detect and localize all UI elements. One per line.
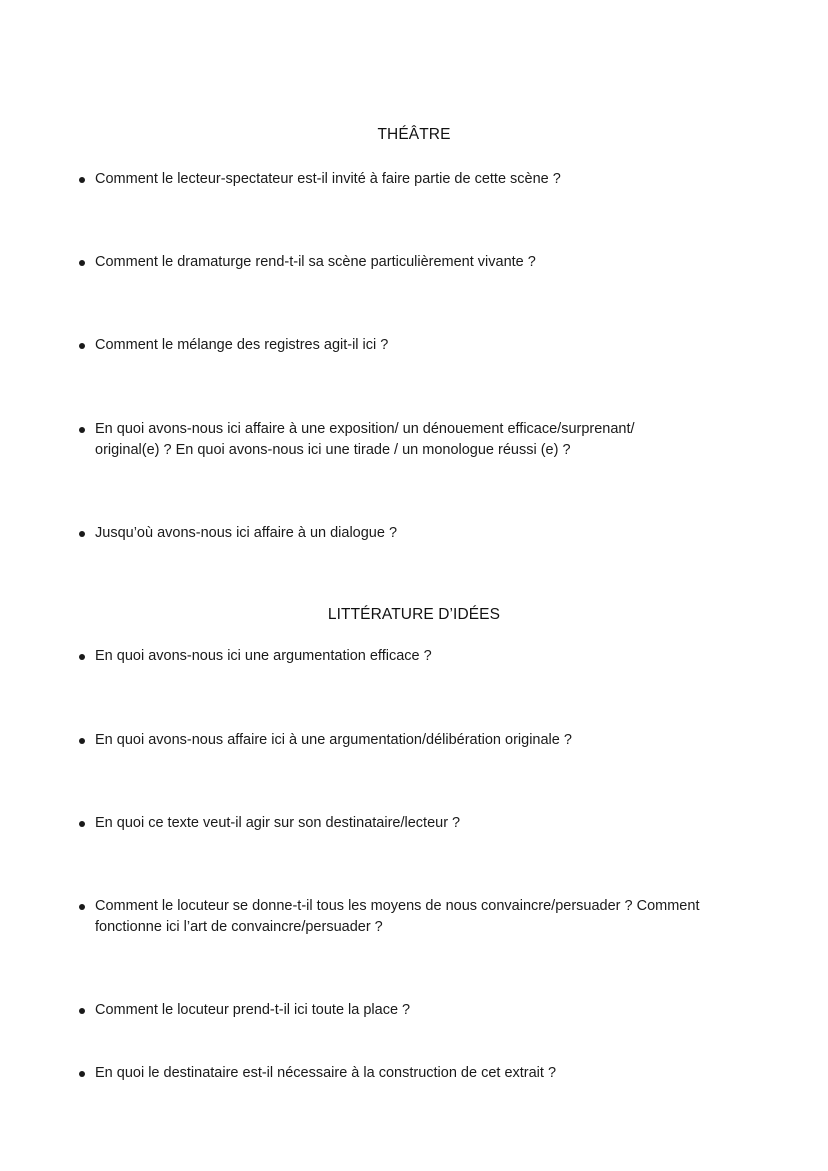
list-item-text: Jusqu’où avons-nous ici affaire à un dialogue ? bbox=[95, 525, 398, 541]
list-item-text: En quoi avons-nous ici affaire à une exposition/ un dénouement efficace/surprenant/ original(e) ? En quoi avons-nous ici une tirade / un monologue réussi (e) ? bbox=[95, 421, 635, 458]
list-item-text: Comment le locuteur prend-t-il ici toute la place ? bbox=[95, 1002, 411, 1018]
list-item bbox=[79, 169, 751, 190]
list-item bbox=[79, 419, 751, 461]
list-item bbox=[79, 1063, 751, 1084]
bullet-icon bbox=[79, 904, 85, 910]
bullet-icon bbox=[79, 343, 85, 349]
list-item-text: En quoi avons-nous affaire ici à une argumentation/délibération originale ? bbox=[95, 732, 572, 748]
bullet-icon bbox=[79, 654, 85, 660]
list-item bbox=[79, 1000, 751, 1021]
bullet-icon bbox=[79, 1008, 85, 1014]
list-item bbox=[79, 252, 751, 273]
bullet-icon bbox=[79, 260, 85, 266]
list-item bbox=[79, 646, 751, 667]
list-item-text: Comment le locuteur se donne-t-il tous les moyens de nous convaincre/persuader ? Comment fonctionne ici l’art de convaincre/persuader ? bbox=[95, 898, 700, 935]
section-heading-theatre: THÉÂTRE bbox=[377, 126, 451, 143]
list-item bbox=[79, 523, 751, 544]
bullet-icon bbox=[79, 738, 85, 744]
bullet-icon bbox=[79, 821, 85, 827]
list-item bbox=[79, 813, 751, 834]
list-item-text: En quoi le destinataire est-il nécessaire à la construction de cet extrait ? bbox=[95, 1065, 557, 1081]
list-item bbox=[79, 335, 751, 356]
list-item-text: En quoi avons-nous ici une argumentation efficace ? bbox=[95, 648, 432, 664]
list-item-text: En quoi ce texte veut-il agir sur son destinataire/lecteur ? bbox=[95, 815, 461, 831]
bullet-icon bbox=[79, 531, 85, 537]
list-item-text: Comment le lecteur-spectateur est-il invité à faire partie de cette scène ? bbox=[95, 171, 561, 187]
bullet-icon bbox=[79, 1071, 85, 1077]
list-item-text: Comment le mélange des registres agit-il ici ? bbox=[95, 337, 389, 353]
list-item bbox=[79, 730, 751, 751]
bullet-icon bbox=[79, 427, 85, 433]
list-item bbox=[79, 896, 751, 938]
bullet-icon bbox=[79, 177, 85, 183]
list-item-text: Comment le dramaturge rend-t-il sa scène particulièrement vivante ? bbox=[95, 254, 536, 270]
section-heading-litterature-idees: LITTÉRATURE D’IDÉES bbox=[327, 606, 501, 623]
